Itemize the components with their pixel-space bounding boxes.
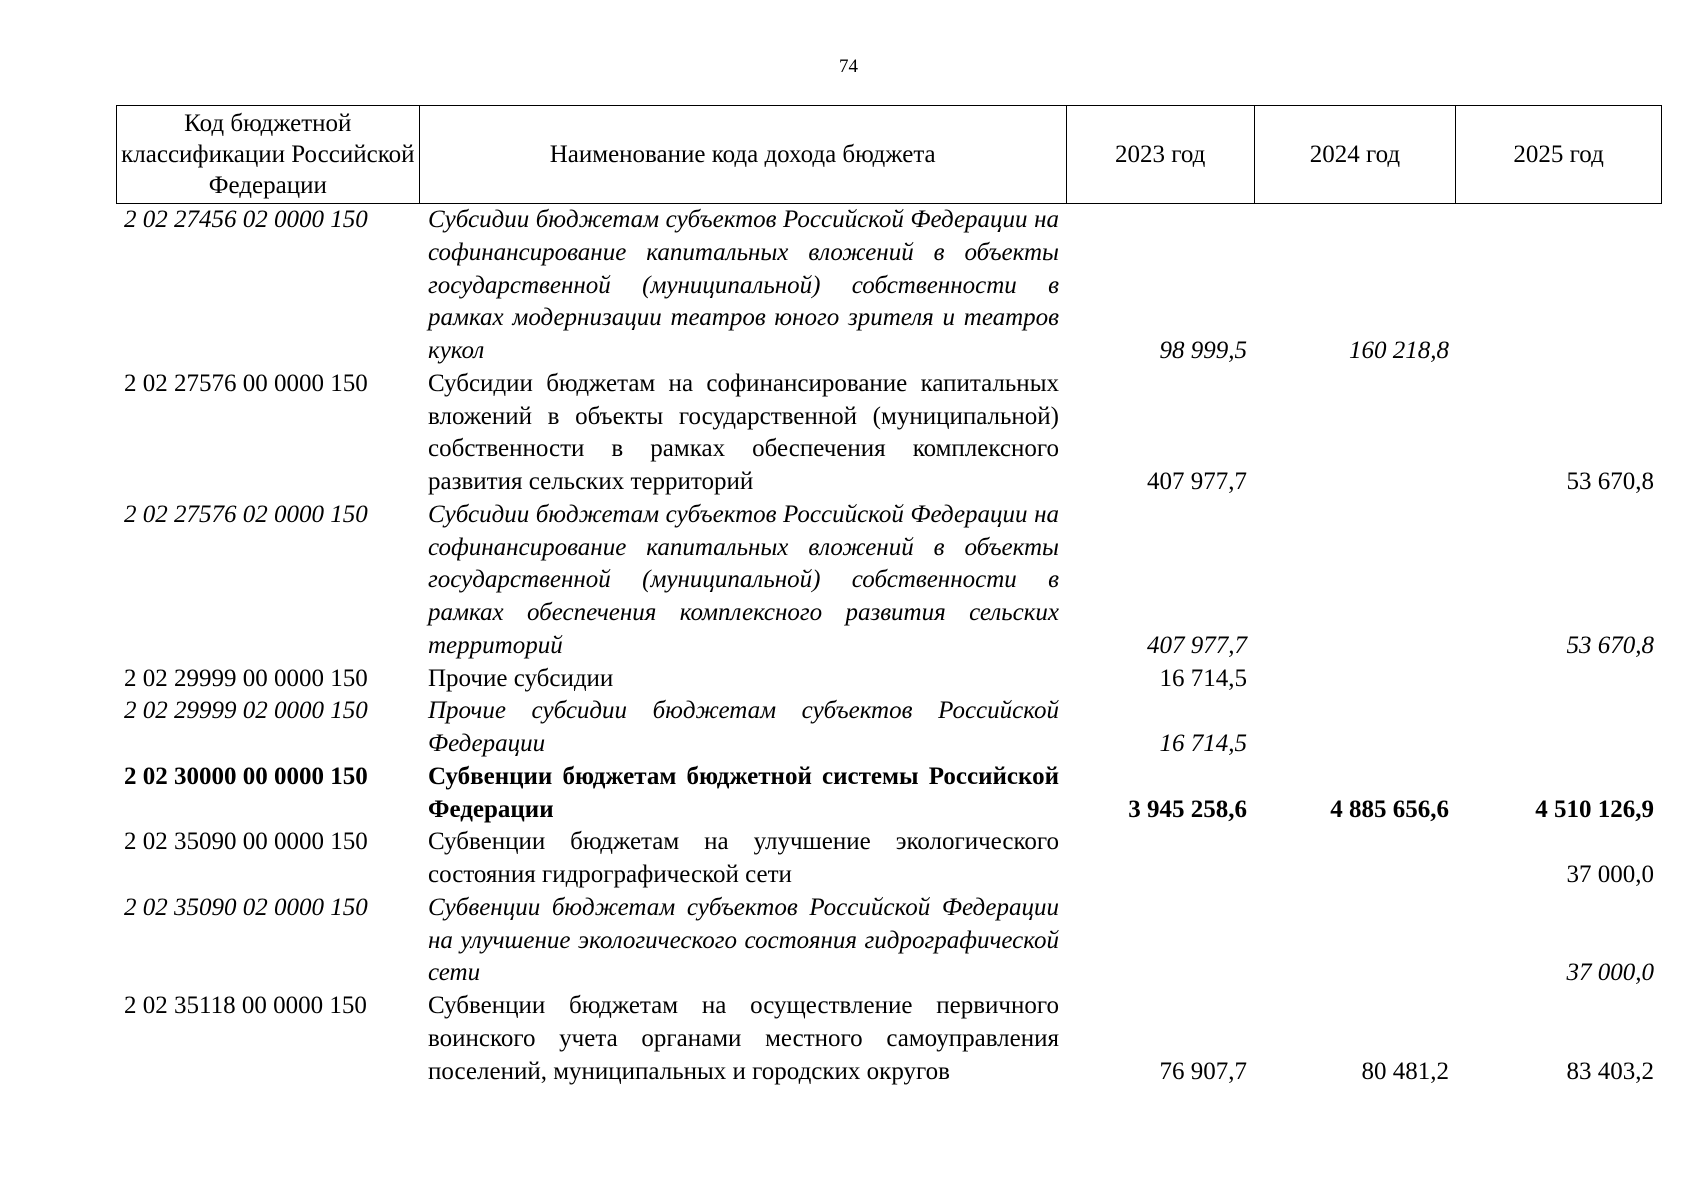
table-row xyxy=(116,663,1662,696)
row-code: 2 02 29999 00 0000 150 xyxy=(124,664,368,692)
row-value-2023: 98 999,5 xyxy=(1159,337,1247,364)
row-value-2023: 407 977,7 xyxy=(1147,631,1247,659)
header-2024: 2024 год xyxy=(1255,106,1457,203)
row-value-2025: 37 000,0 xyxy=(1566,861,1654,888)
row-code: 2 02 29999 02 0000 150 xyxy=(124,697,368,725)
row-value-2023 xyxy=(1067,826,1255,892)
table-row xyxy=(116,695,1662,761)
header-2025: 2025 год xyxy=(1513,141,1604,168)
row-value-2024 xyxy=(1255,663,1457,696)
row-code: 2 02 35090 00 0000 150 xyxy=(124,828,368,856)
row-name: Прочие субсидии xyxy=(428,664,614,692)
table-row xyxy=(116,990,1662,1088)
row-value-2023 xyxy=(1067,892,1255,990)
page-number: 74 xyxy=(839,56,858,77)
row-value-2025: 53 670,8 xyxy=(1566,631,1654,659)
row-value-2025: 4 510 126,9 xyxy=(1535,795,1654,823)
row-value-2025 xyxy=(1457,663,1662,696)
table-row xyxy=(116,892,1662,990)
row-value-2024: 160 218,8 xyxy=(1349,337,1449,364)
row-name: Субсидии бюджетам субъектов Российской Федерации на софинансирование капитальных вложений в объекты государственной (муниципальной) собственности в рамках модернизации театров юного зрителя и театров кукол xyxy=(428,206,1059,364)
row-code: 2 02 30000 00 0000 150 xyxy=(124,762,368,790)
row-value-2023: 407 977,7 xyxy=(1147,468,1247,495)
row-name: Субсидии бюджетам на софинансирование капитальных вложений в объекты государственной (муниципальной) собственности в рамках обеспечения комплексного развития сельских территорий xyxy=(428,369,1059,495)
row-value-2023: 76 907,7 xyxy=(1159,1057,1247,1085)
row-value-2024 xyxy=(1255,695,1457,761)
row-value-2024: 4 885 656,6 xyxy=(1330,795,1449,823)
row-value-2023: 16 714,5 xyxy=(1159,664,1247,692)
row-value-2025: 37 000,0 xyxy=(1566,959,1654,987)
row-code: 2 02 27456 02 0000 150 xyxy=(124,206,368,233)
row-value-2024 xyxy=(1255,368,1457,499)
row-value-2024 xyxy=(1255,892,1457,990)
table-row xyxy=(116,761,1662,827)
row-value-2025: 53 670,8 xyxy=(1566,468,1654,495)
row-name: Субвенции бюджетам бюджетной системы Российской Федерации xyxy=(428,762,1059,823)
row-name: Субвенции бюджетам на улучшение экологического состояния гидрографической сети xyxy=(428,828,1059,888)
row-value-2025 xyxy=(1457,695,1662,761)
row-value-2025 xyxy=(1457,204,1662,368)
row-code: 2 02 27576 00 0000 150 xyxy=(124,369,368,397)
table-row xyxy=(116,499,1662,663)
header-code: Код бюджетной классификации Российской Федерации xyxy=(117,106,420,203)
row-value-2025: 83 403,2 xyxy=(1566,1057,1654,1085)
row-name: Субвенции бюджетам субъектов Российской Федерации на улучшение экологического состояния гидрографической сети xyxy=(428,893,1059,987)
row-value-2024 xyxy=(1255,826,1457,892)
row-name: Субвенции бюджетам на осуществление первичного воинского учета органами местного самоуправления поселений, муниципальных и городских округов xyxy=(428,992,1059,1085)
row-value-2024 xyxy=(1255,499,1457,663)
table-body xyxy=(116,204,1662,1088)
table-row xyxy=(116,368,1662,499)
row-name: Субсидии бюджетам субъектов Российской Федерации на софинансирование капитальных вложений в объекты государственной (муниципальной) собственности в рамках обеспечения комплексного развития сельских территорий xyxy=(428,500,1059,659)
row-name: Прочие субсидии бюджетам субъектов Российской Федерации xyxy=(428,697,1059,757)
row-code: 2 02 35118 00 0000 150 xyxy=(124,992,367,1019)
row-code: 2 02 27576 02 0000 150 xyxy=(124,500,368,528)
header-2023: 2023 год xyxy=(1067,106,1255,203)
row-value-2023: 3 945 258,6 xyxy=(1128,795,1247,823)
row-value-2024: 80 481,2 xyxy=(1361,1057,1449,1085)
header-name: Наименование кода дохода бюджета xyxy=(420,106,1067,203)
table-row xyxy=(116,826,1662,892)
table-header xyxy=(116,105,1662,204)
table-row xyxy=(116,204,1662,368)
row-code: 2 02 35090 02 0000 150 xyxy=(124,893,368,921)
row-value-2023: 16 714,5 xyxy=(1159,730,1247,757)
